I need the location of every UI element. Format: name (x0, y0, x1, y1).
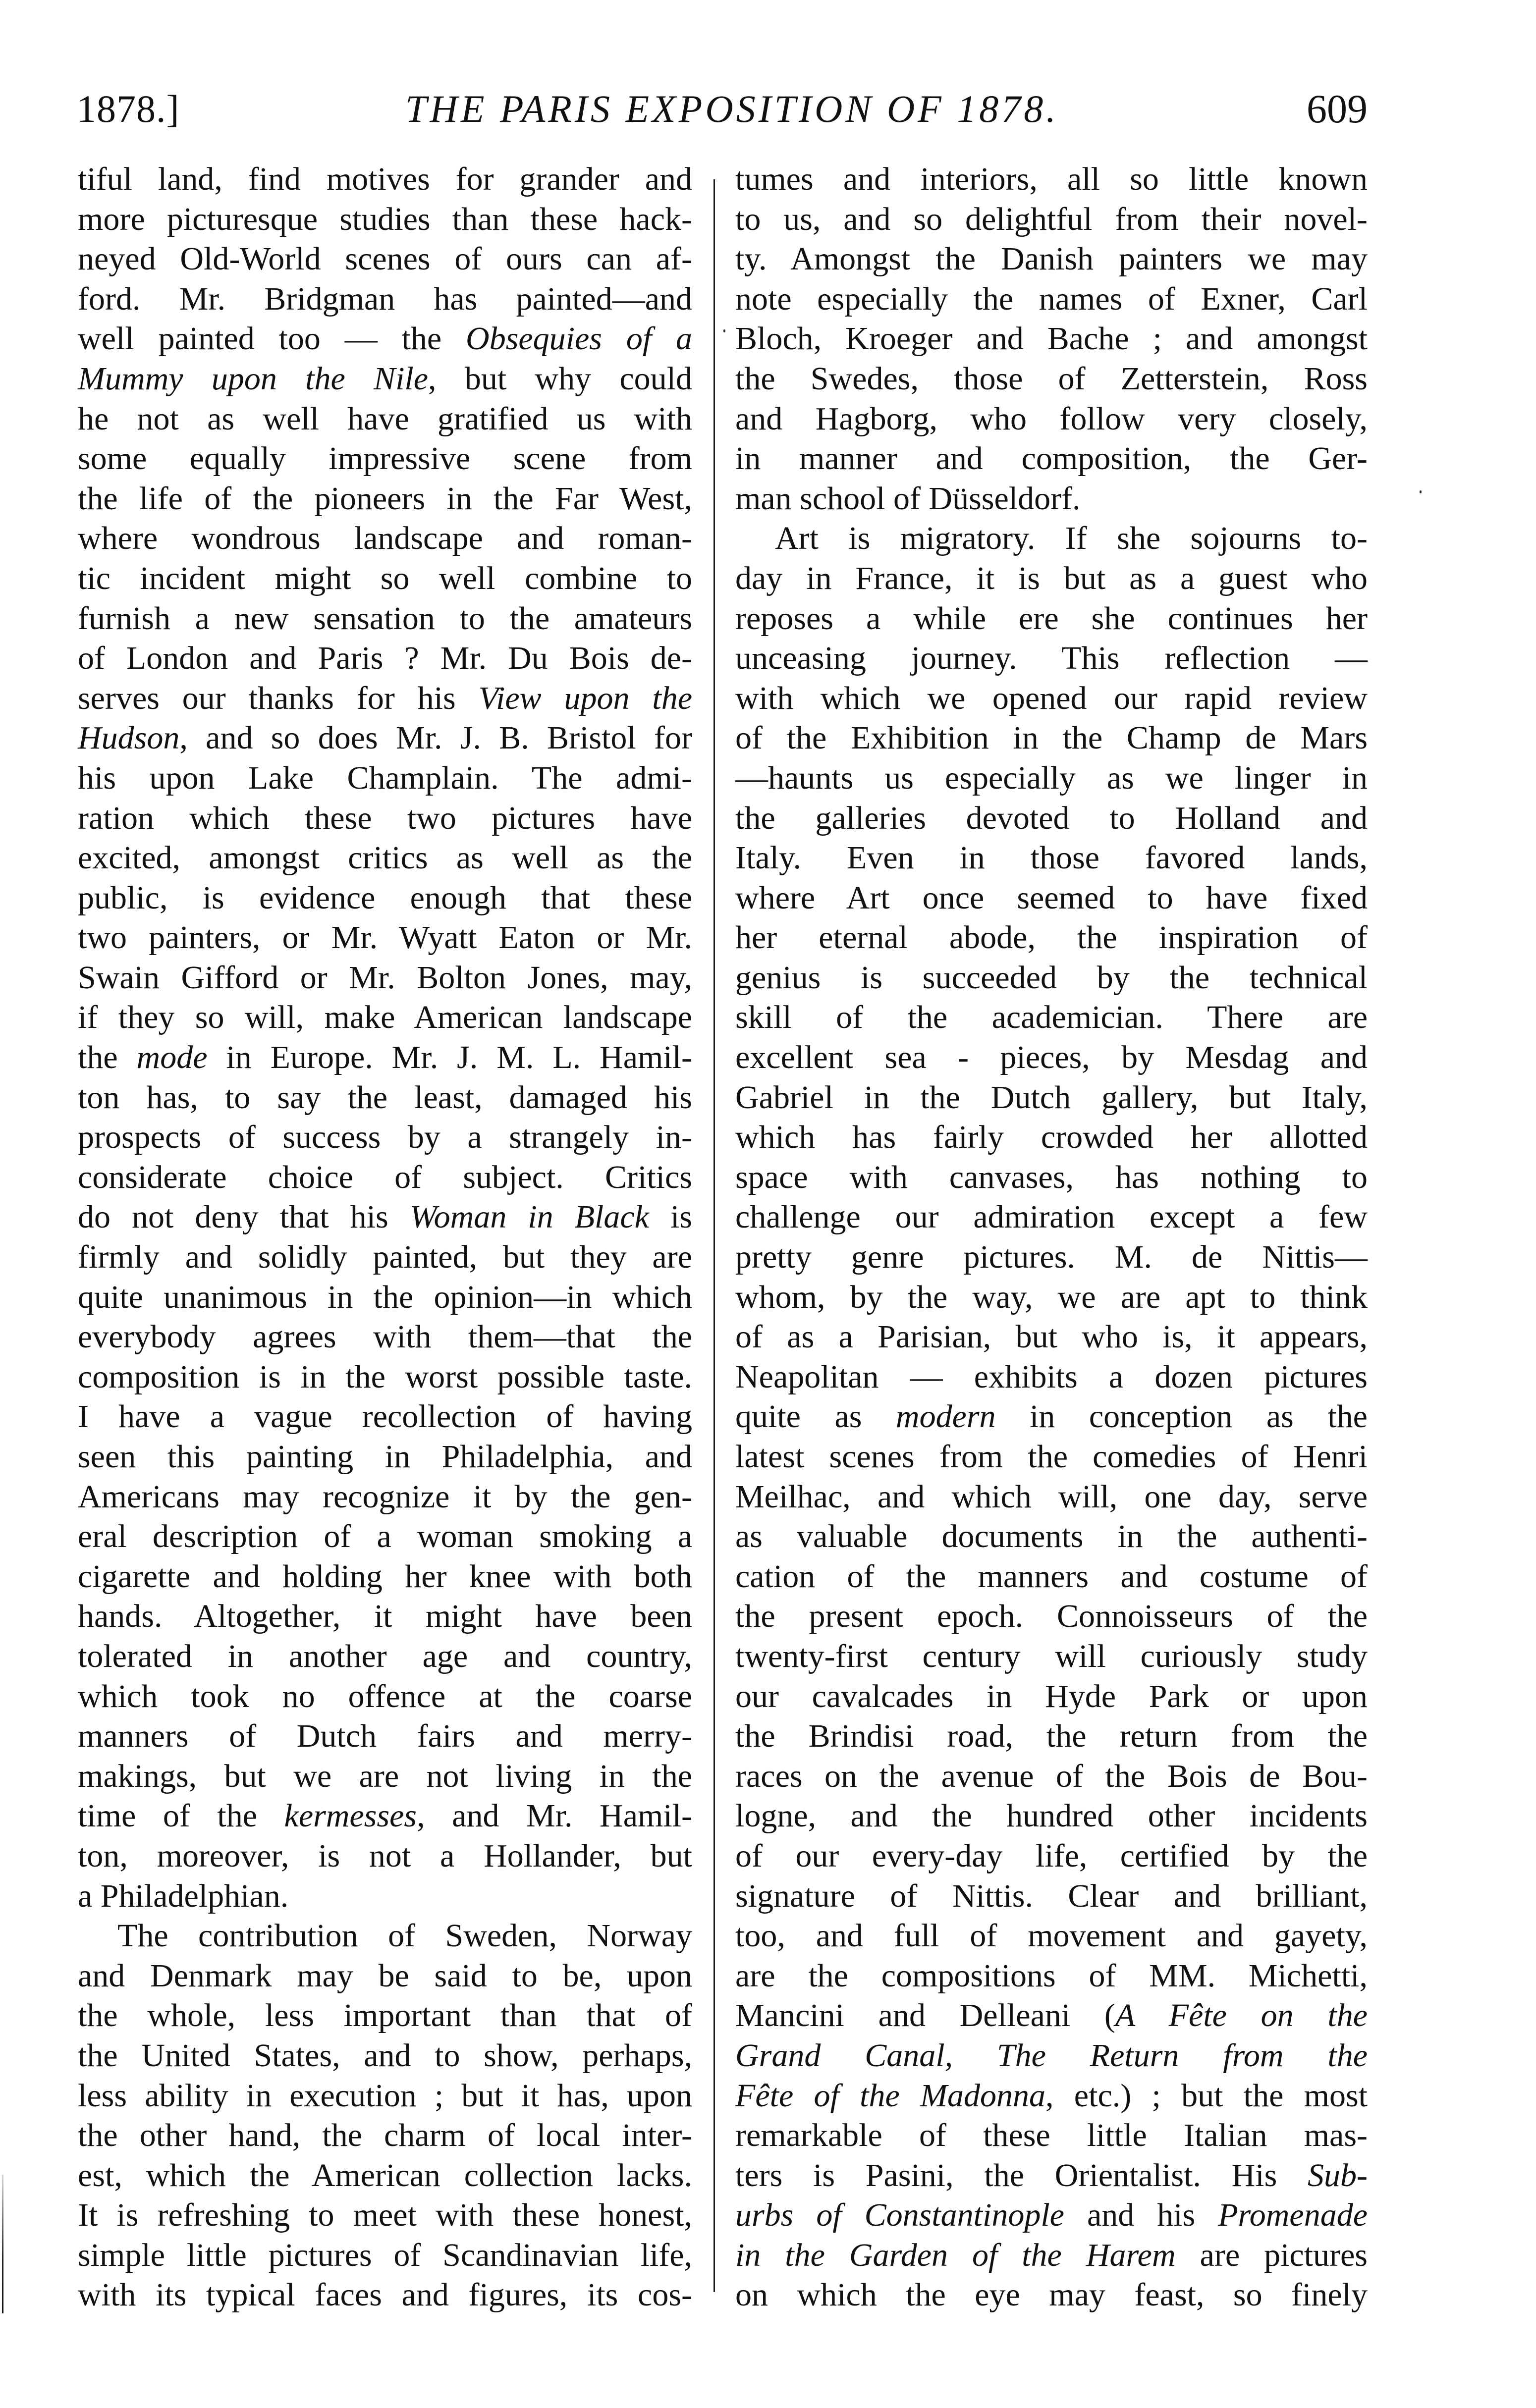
text-line (78, 918, 692, 958)
text-line (78, 878, 692, 918)
body-text: and Hagborg, who follow very closely, (735, 400, 1368, 437)
body-text: simple little pictures of Scandinavian life, (78, 2237, 692, 2273)
body-text: tumes and interiors, all so little known (735, 161, 1368, 197)
text-line (735, 1038, 1368, 1078)
text-line (735, 2036, 1368, 2076)
text-line (78, 399, 692, 439)
body-text: Mancini and Delleani ( (735, 1997, 1115, 2034)
body-text: seen this painting in Philadelphia, and (78, 1439, 692, 1475)
body-text: logne, and the hundred other incidents (735, 1798, 1368, 1834)
body-text: manners of Dutch fairs and merry- (78, 1718, 692, 1755)
text-line (78, 200, 692, 240)
body-text: cation of the manners and costume of (735, 1558, 1368, 1595)
text-line (78, 1996, 692, 2036)
text-line (78, 1038, 692, 1078)
body-text: Bloch, Kroeger and Bache ; and amongst (735, 321, 1368, 357)
body-text: tic incident might so well combine to (78, 560, 692, 596)
body-text: Neapolitan — exhibits a dozen pictures (735, 1358, 1368, 1395)
scan-speck (723, 329, 725, 332)
body-text: of our every-day life, certified by the (735, 1837, 1368, 1874)
body-text: well painted too — the (78, 321, 466, 357)
header-title: THE PARIS EXPOSITION OF 1878. (405, 87, 1059, 130)
text-line (78, 958, 692, 998)
text-line (735, 279, 1368, 320)
body-text: pretty genre pictures. M. de Nittis— (735, 1239, 1368, 1276)
text-line (735, 1437, 1368, 1477)
text-line (78, 1677, 692, 1717)
italic-title-text: Woman in Black (409, 1199, 649, 1235)
text-line (735, 998, 1368, 1038)
body-text: public, is evidence enough that these (78, 879, 692, 916)
text-line (735, 1317, 1368, 1357)
text-line (735, 679, 1368, 719)
text-line (78, 639, 692, 679)
text-column-right (735, 160, 1368, 2315)
text-line (735, 479, 1368, 519)
body-text: ration which these two pictures have (78, 800, 692, 836)
text-line (735, 1517, 1368, 1557)
text-line (78, 1118, 692, 1158)
text-line (735, 1836, 1368, 1876)
body-text: and his (1064, 2197, 1218, 2234)
body-text: ford. Mr. Bridgman has painted—and (78, 280, 692, 317)
text-line (78, 2116, 692, 2156)
text-line (78, 1956, 692, 1996)
text-line (735, 359, 1368, 399)
body-text: composition is in the worst possible taste. (78, 1358, 692, 1395)
body-text: quite unanimous in the opinion—in which (78, 1279, 692, 1315)
body-text: The contribution of Sweden, Norway (117, 1918, 692, 1954)
body-text: are pictures (1175, 2237, 1368, 2273)
text-line (735, 1158, 1368, 1198)
text-line (735, 2076, 1368, 2116)
text-line (78, 1357, 692, 1397)
text-line (78, 1876, 692, 1917)
text-line (735, 1078, 1368, 1118)
text-line (735, 1477, 1368, 1517)
body-text: which took no offence at the coarse (78, 1678, 692, 1714)
column-divider-rule (713, 179, 715, 2292)
body-text: of London and Paris ? Mr. Du Bois de- (78, 640, 692, 677)
text-line (735, 2116, 1368, 2156)
body-text: time of the (78, 1798, 284, 1834)
italic-title-text: Fête of the Madonna (735, 2077, 1046, 2114)
text-line (735, 758, 1368, 799)
body-text: Americans may recognize it by the gen- (78, 1478, 692, 1515)
body-text: , but why could (428, 360, 692, 397)
text-line (78, 559, 692, 599)
text-line (735, 1357, 1368, 1397)
body-text: if they so will, make American landscape (78, 999, 692, 1036)
text-line (78, 1397, 692, 1437)
text-line (78, 1237, 692, 1278)
text-line (735, 1637, 1368, 1677)
body-text: of as a Parisian, but who is, it appears, (735, 1319, 1368, 1355)
text-line (735, 2236, 1368, 2276)
text-line (78, 359, 692, 399)
body-text: less ability in execution ; but it has, upon (78, 2077, 692, 2114)
body-text: the (78, 1039, 137, 1076)
text-line (78, 439, 692, 479)
body-text: a Philadelphian. (78, 1877, 289, 1914)
text-line (735, 799, 1368, 839)
body-text: some equally impressive scene from (78, 440, 692, 477)
body-text: hands. Altogether, it might have been (78, 1598, 692, 1635)
body-text: which has fairly crowded her allotted (735, 1119, 1368, 1156)
text-line (78, 2195, 692, 2236)
italic-title-text: modern (895, 1398, 996, 1435)
body-text: I have a vague recollection of having (78, 1398, 692, 1435)
body-text: cigarette and holding her knee with both (78, 1558, 692, 1595)
italic-title-text: urbs of Constantinople (735, 2197, 1064, 2234)
text-line (78, 2275, 692, 2315)
text-line (735, 878, 1368, 918)
body-text: signature of Nittis. Clear and brilliant, (735, 1877, 1368, 1914)
body-text: firmly and solidly painted, but they are (78, 1239, 692, 1276)
text-line (78, 998, 692, 1038)
body-text: , and so does Mr. J. B. Bristol for (179, 720, 692, 756)
text-line (78, 838, 692, 878)
body-text: as valuable documents in the authenti- (735, 1518, 1368, 1555)
text-line (78, 1197, 692, 1237)
body-text: his upon Lake Champlain. The admi- (78, 759, 692, 796)
text-line (735, 1397, 1368, 1437)
body-text: furnish a new sensation to the amateurs (78, 600, 692, 637)
body-text: latest scenes from the comedies of Henri (735, 1439, 1368, 1475)
italic-title-text: in the Garden of the Harem (735, 2237, 1176, 2273)
body-text: twenty-first century will curiously study (735, 1638, 1368, 1674)
text-line (78, 1757, 692, 1797)
text-line (78, 1916, 692, 1956)
text-line (78, 2156, 692, 2196)
text-line (78, 1517, 692, 1557)
text-line (78, 799, 692, 839)
body-text: where Art once seemed to have fixed (735, 879, 1368, 916)
text-line (735, 160, 1368, 200)
body-text: excellent sea - pieces, by Mesdag and (735, 1039, 1368, 1076)
body-text: our cavalcades in Hyde Park or upon (735, 1678, 1368, 1714)
body-text: reposes a while ere she continues her (735, 600, 1368, 637)
body-text: do not deny that his (78, 1199, 410, 1235)
body-text: considerate choice of subject. Critics (78, 1159, 692, 1195)
body-text: Meilhac, and which will, one day, serve (735, 1478, 1368, 1515)
body-text: Gabriel in the Dutch gallery, but Italy, (735, 1079, 1368, 1116)
text-line (735, 519, 1368, 559)
text-line (78, 1716, 692, 1757)
italic-title-text: Obsequies of a (466, 321, 692, 357)
body-text: to us, and so delightful from their novel- (735, 201, 1368, 237)
scan-speck (1420, 490, 1422, 493)
text-line (735, 1757, 1368, 1797)
text-line (735, 718, 1368, 758)
body-text: her eternal abode, the inspiration of (735, 919, 1368, 956)
text-line (735, 1597, 1368, 1637)
text-line (735, 559, 1368, 599)
text-line (735, 2195, 1368, 2236)
body-text: in conception as the (995, 1398, 1368, 1435)
body-text: skill of the academician. There are (735, 999, 1368, 1036)
body-text: ters is Pasini, the Orientalist. His (735, 2157, 1308, 2194)
body-text: the life of the pioneers in the Far West, (78, 480, 692, 517)
body-text: day in France, it is but as a guest who (735, 560, 1368, 596)
body-text: are the compositions of MM. Michetti, (735, 1957, 1368, 1994)
body-text: Swain Gifford or Mr. Bolton Jones, may, (78, 959, 692, 996)
text-line (735, 1716, 1368, 1757)
text-line (735, 1677, 1368, 1717)
body-text: serves our thanks for his (78, 680, 479, 716)
body-text: the present epoch. Connoisseurs of the (735, 1598, 1368, 1635)
text-line (78, 1597, 692, 1637)
italic-title-text: Sub- (1308, 2157, 1368, 2194)
body-text: and Denmark may be said to be, upon (78, 1957, 692, 1994)
text-line (78, 1317, 692, 1357)
body-text: prospects of success by a strangely in- (78, 1119, 692, 1156)
body-text: where wondrous landscape and roman- (78, 520, 692, 557)
body-text: the galleries devoted to Holland and (735, 800, 1368, 836)
text-line (735, 1237, 1368, 1278)
text-line (735, 1278, 1368, 1318)
body-text: of the Exhibition in the Champ de Mars (735, 720, 1368, 756)
text-line (78, 479, 692, 519)
text-line (78, 2036, 692, 2076)
text-line (735, 918, 1368, 958)
body-text: he not as well have gratified us with (78, 400, 692, 437)
text-line (735, 1916, 1368, 1956)
text-line (78, 679, 692, 719)
body-text: in manner and composition, the Ger- (735, 440, 1368, 477)
text-column-left (78, 160, 692, 2315)
body-text: , etc.) ; but the most (1045, 2077, 1368, 2114)
text-line (735, 958, 1368, 998)
body-text: the Brindisi road, the return from the (735, 1718, 1368, 1755)
text-line (78, 1637, 692, 1677)
body-text: ty. Amongst the Danish painters we may (735, 241, 1368, 277)
italic-title-text: View upon the (478, 680, 692, 716)
text-line (735, 838, 1368, 878)
text-line (735, 1118, 1368, 1158)
body-text: man school of Düsseldorf. (735, 480, 1081, 517)
text-line (735, 1956, 1368, 1996)
text-line (735, 2275, 1368, 2315)
body-text: —haunts us especially as we linger in (735, 759, 1368, 796)
body-text: It is refreshing to meet with these honest, (78, 2197, 692, 2234)
body-text: Art is migratory. If she sojourns to- (775, 520, 1368, 557)
scan-edge-artifact (2, 2175, 3, 2313)
body-text: the Swedes, those of Zetterstein, Ross (735, 360, 1368, 397)
text-line (78, 2076, 692, 2116)
body-text: more picturesque studies than these hack- (78, 201, 692, 237)
text-line (78, 1557, 692, 1597)
body-text: genius is succeeded by the technical (735, 959, 1368, 996)
header-date: 1878.] (77, 87, 180, 130)
body-text: , and Mr. Hamil- (417, 1798, 692, 1834)
body-text: remarkable of these little Italian mas- (735, 2117, 1368, 2154)
body-text: everybody agrees with them—that the (78, 1319, 692, 1355)
italic-title-text: Promenade (1218, 2197, 1368, 2234)
text-line (78, 519, 692, 559)
text-line (78, 1836, 692, 1876)
text-line (78, 160, 692, 200)
text-line (735, 1197, 1368, 1237)
body-text: too, and full of movement and gayety, (735, 1918, 1368, 1954)
page-number: 609 (1307, 86, 1368, 131)
body-text: whom, by the way, we are apt to think (735, 1279, 1368, 1315)
body-text: with which we opened our rapid review (735, 680, 1368, 716)
text-line (78, 1278, 692, 1318)
text-line (735, 200, 1368, 240)
italic-title-text: mode (136, 1039, 208, 1076)
body-text: the other hand, the charm of local inter- (78, 2117, 692, 2154)
italic-title-text: Mummy upon the Nile (78, 360, 429, 397)
body-text: the whole, less important than that of (78, 1997, 692, 2034)
text-line (78, 1796, 692, 1836)
text-line (78, 239, 692, 279)
body-text: ton, moreover, is not a Hollander, but (78, 1837, 692, 1874)
text-line (735, 399, 1368, 439)
body-text: Italy. Even in those favored lands, (735, 840, 1368, 876)
text-line (735, 1796, 1368, 1836)
body-text: quite as (735, 1398, 896, 1435)
text-line (78, 718, 692, 758)
body-text: excited, amongst critics as well as the (78, 840, 692, 876)
text-line (78, 319, 692, 359)
text-line (78, 1477, 692, 1517)
text-line (78, 599, 692, 639)
body-text: note especially the names of Exner, Carl (735, 280, 1368, 317)
text-line (735, 639, 1368, 679)
body-text: eral description of a woman smoking a (78, 1518, 692, 1555)
body-text: the United States, and to show, perhaps, (78, 2037, 692, 2074)
text-line (78, 1437, 692, 1477)
text-line (78, 279, 692, 320)
body-text: in Europe. Mr. J. M. L. Hamil- (207, 1039, 692, 1076)
text-line (78, 1158, 692, 1198)
text-line (735, 1996, 1368, 2036)
body-text: neyed Old-World scenes of ours can af- (78, 241, 692, 277)
body-text: tolerated in another age and country, (78, 1638, 692, 1674)
italic-title-text: A Fête on the (1115, 1997, 1368, 2034)
body-text: est, which the American collection lacks. (78, 2157, 692, 2194)
italic-title-text: Hudson (78, 720, 180, 756)
text-line (735, 439, 1368, 479)
running-header (77, 84, 1368, 139)
body-text: unceasing journey. This reflection — (735, 640, 1368, 677)
body-text: with its typical faces and figures, its cos- (78, 2277, 692, 2313)
text-line (78, 1078, 692, 1118)
text-line (78, 2236, 692, 2276)
italic-title-text: Grand Canal, The Return from the (735, 2037, 1368, 2074)
text-line (735, 239, 1368, 279)
body-text: ton has, to say the least, damaged his (78, 1079, 692, 1116)
text-line (735, 599, 1368, 639)
body-text: on which the eye may feast, so finely (735, 2277, 1368, 2313)
body-text: two painters, or Mr. Wyatt Eaton or Mr. (78, 919, 692, 956)
text-line (735, 1557, 1368, 1597)
body-text: challenge our admiration except a few (735, 1199, 1368, 1235)
body-text: is (649, 1199, 692, 1235)
text-line (78, 758, 692, 799)
body-text: makings, but we are not living in the (78, 1758, 692, 1794)
text-line (735, 319, 1368, 359)
text-line (735, 1876, 1368, 1917)
body-text: space with canvases, has nothing to (735, 1159, 1368, 1195)
italic-title-text: kermesses (284, 1798, 417, 1834)
body-text: tiful land, find motives for grander and (78, 161, 692, 197)
body-text: races on the avenue of the Bois de Bou- (735, 1758, 1368, 1794)
text-line (735, 2156, 1368, 2196)
